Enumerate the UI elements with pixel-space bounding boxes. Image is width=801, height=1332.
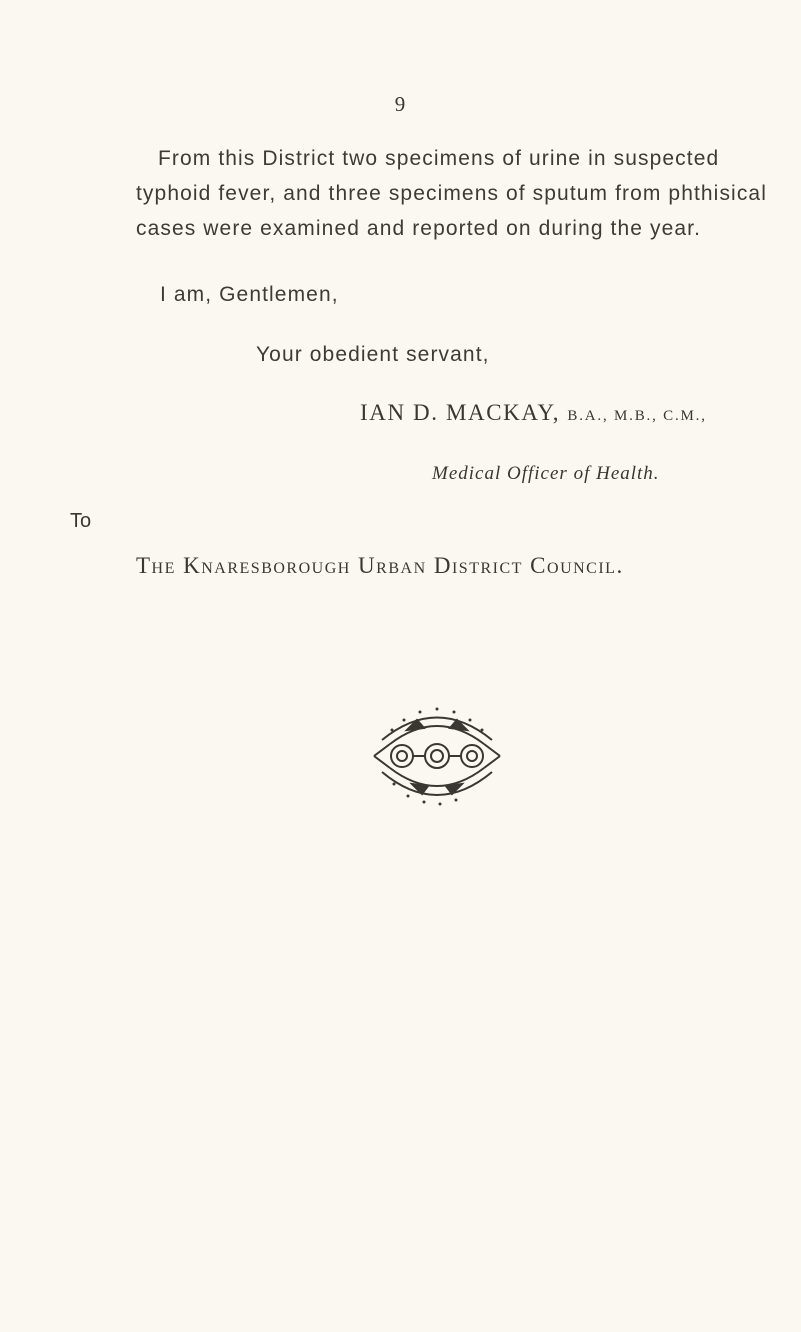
paragraph-line-2: typhoid fever, and three specimens of sputum from phthisical bbox=[136, 182, 767, 205]
page-number: 9 bbox=[394, 92, 407, 116]
closing-salutation: I am, Gentlemen, bbox=[160, 283, 339, 306]
printers-ornament-icon bbox=[362, 700, 512, 815]
body-paragraph bbox=[136, 141, 776, 246]
valediction: Your obedient servant, bbox=[256, 343, 490, 366]
signatory-name: IAN D. MACKAY, bbox=[360, 400, 561, 425]
signatory-title: Medical Officer of Health. bbox=[432, 463, 660, 484]
to-label: To bbox=[70, 510, 92, 532]
paragraph-line-1: From this District two specimens of urine in suspected bbox=[158, 147, 720, 170]
signatory-degrees: B.A., M.B., C.M., bbox=[567, 408, 707, 424]
addressee: The Knaresborough Urban District Council. bbox=[136, 553, 624, 578]
signature-block bbox=[360, 400, 707, 426]
paragraph-line-3: cases were examined and reported on during the year. bbox=[136, 217, 702, 240]
